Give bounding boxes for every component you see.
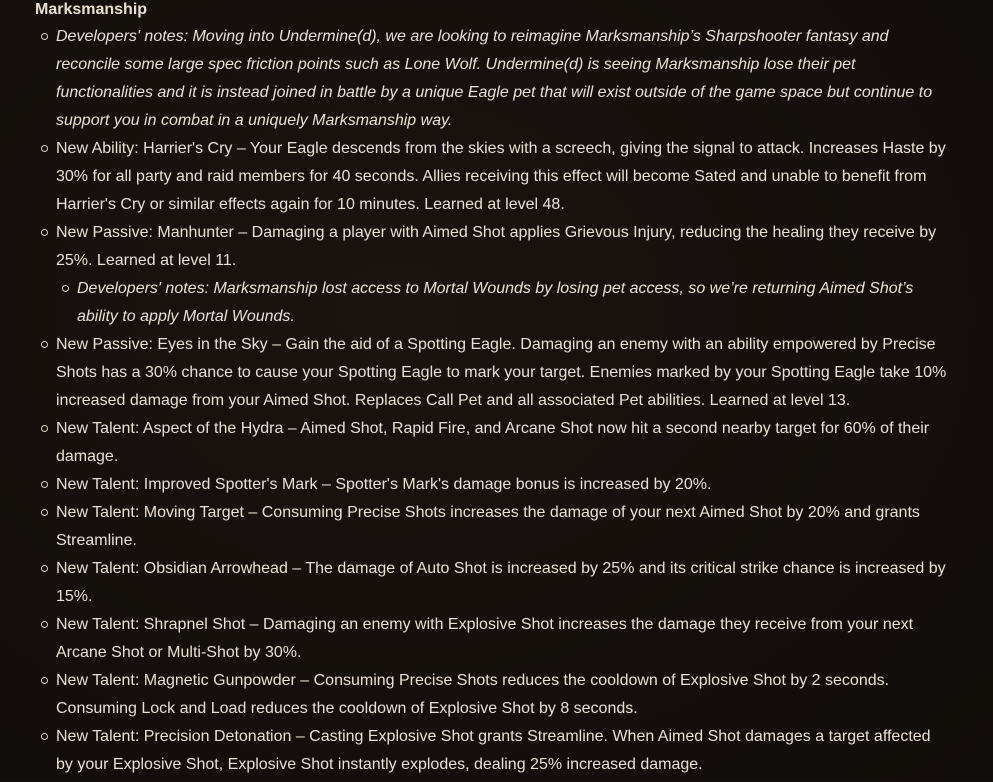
hollow-circle-bullet-icon bbox=[41, 621, 48, 628]
change-text: New Talent: Magnetic Gunpowder – Consuming Precise Shots reduces the cooldown of Explosive Shot by 2 seconds. Consuming Lock and Load reduces the cooldown of Explosive Shot by 8 seconds. bbox=[56, 672, 890, 717]
change-text: New Talent: Precision Detonation – Casting Explosive Shot grants Streamline. When Aimed Shot damages a target affected by your Explosive Shot, Explosive Shot instantly explodes, dealing 25% increased damage. bbox=[56, 728, 931, 773]
change-item-moving-target bbox=[56, 499, 973, 555]
developers-note-item bbox=[56, 23, 973, 135]
change-text: New Talent: Aspect of the Hydra – Aimed Shot, Rapid Fire, and Arcane Shot now hit a second nearby target for 60% of their damage. bbox=[56, 420, 930, 465]
hollow-circle-bullet-icon bbox=[41, 425, 48, 432]
hollow-circle-bullet-icon bbox=[41, 733, 48, 740]
hollow-circle-bullet-icon bbox=[41, 565, 48, 572]
change-item-obsidian-arrowhead bbox=[56, 555, 973, 611]
change-text: New Talent: Shrapnel Shot – Damaging an enemy with Explosive Shot increases the damage they receive from your next Arcane Shot or Multi-Shot by 30%. bbox=[56, 616, 914, 661]
change-item-magnetic-gunpowder bbox=[56, 667, 973, 723]
section-heading: Marksmanship bbox=[35, 1, 148, 18]
change-item-eyes-in-the-sky bbox=[56, 331, 973, 415]
hollow-circle-bullet-icon bbox=[41, 677, 48, 684]
changes-list bbox=[35, 23, 973, 779]
change-item-improved-spotters-mark bbox=[56, 471, 973, 499]
hollow-circle-bullet-icon bbox=[41, 33, 48, 40]
change-text: New Ability: Harrier's Cry – Your Eagle descends from the skies with a screech, giving the signal to attack. Increases Haste by 30% for all party and raid members for 40 seconds. Allies receiving this effect will become Sated and unable to benefit from Harrier's Cry or similar effects again for 10 minutes. Learned at level 48. bbox=[56, 140, 946, 213]
change-item-shrapnel-shot bbox=[56, 611, 973, 667]
hollow-circle-bullet-icon bbox=[41, 341, 48, 348]
change-text: New Passive: Manhunter – Damaging a player with Aimed Shot applies Grievous Injury, reducing the healing they receive by 25%. Learned at level 11. bbox=[56, 224, 937, 269]
hollow-circle-bullet-icon bbox=[41, 145, 48, 152]
change-item-aspect-of-the-hydra bbox=[56, 415, 973, 471]
developers-note-text: Developers' notes: Moving into Undermine(d), we are looking to reimagine Marksmanship’s Sharpshooter fantasy and reconcile some large spec friction points such as Lone Wolf. Undermine(d) is seeing Marksmanship lose their pet functionalities and it is instead joined in battle by a unique Eagle pet that will exist outside of the game space but continue to support you in combat in a uniquely Marksmanship way. bbox=[56, 28, 933, 129]
change-text: New Talent: Improved Spotter's Mark – Spotter's Mark's damage bonus is increased by 20%. bbox=[56, 476, 712, 493]
change-text: New Talent: Moving Target – Consuming Precise Shots increases the damage of your next Aimed Shot by 20% and grants Streamline. bbox=[56, 504, 920, 549]
developers-subnote-text: Developers' notes: Marksmanship lost access to Mortal Wounds by losing pet access, so we’re returning Aimed Shot’s ability to apply Mortal Wounds. bbox=[77, 280, 914, 325]
hollow-circle-bullet-icon bbox=[62, 285, 69, 292]
hollow-circle-bullet-icon bbox=[41, 229, 48, 236]
change-item-harriers-cry bbox=[56, 135, 973, 219]
hollow-circle-bullet-icon bbox=[41, 509, 48, 516]
developers-subnote-item bbox=[77, 275, 947, 331]
hollow-circle-bullet-icon bbox=[41, 481, 48, 488]
sub-notes-list bbox=[56, 275, 947, 331]
change-item-precision-detonation bbox=[56, 723, 973, 779]
change-text: New Talent: Obsidian Arrowhead – The damage of Auto Shot is increased by 25% and its critical strike chance is increased by 15%. bbox=[56, 560, 946, 605]
change-text: New Passive: Eyes in the Sky – Gain the aid of a Spotting Eagle. Damaging an enemy with an ability empowered by Precise Shots has a 30% chance to cause your Spotting Eagle to mark your target. Enemies marked by your Spotting Eagle take 10% increased damage from your Aimed Shot. Replaces Call Pet and all associated Pet abilities. Learned at level 13. bbox=[56, 336, 947, 409]
change-item-manhunter bbox=[56, 219, 973, 331]
